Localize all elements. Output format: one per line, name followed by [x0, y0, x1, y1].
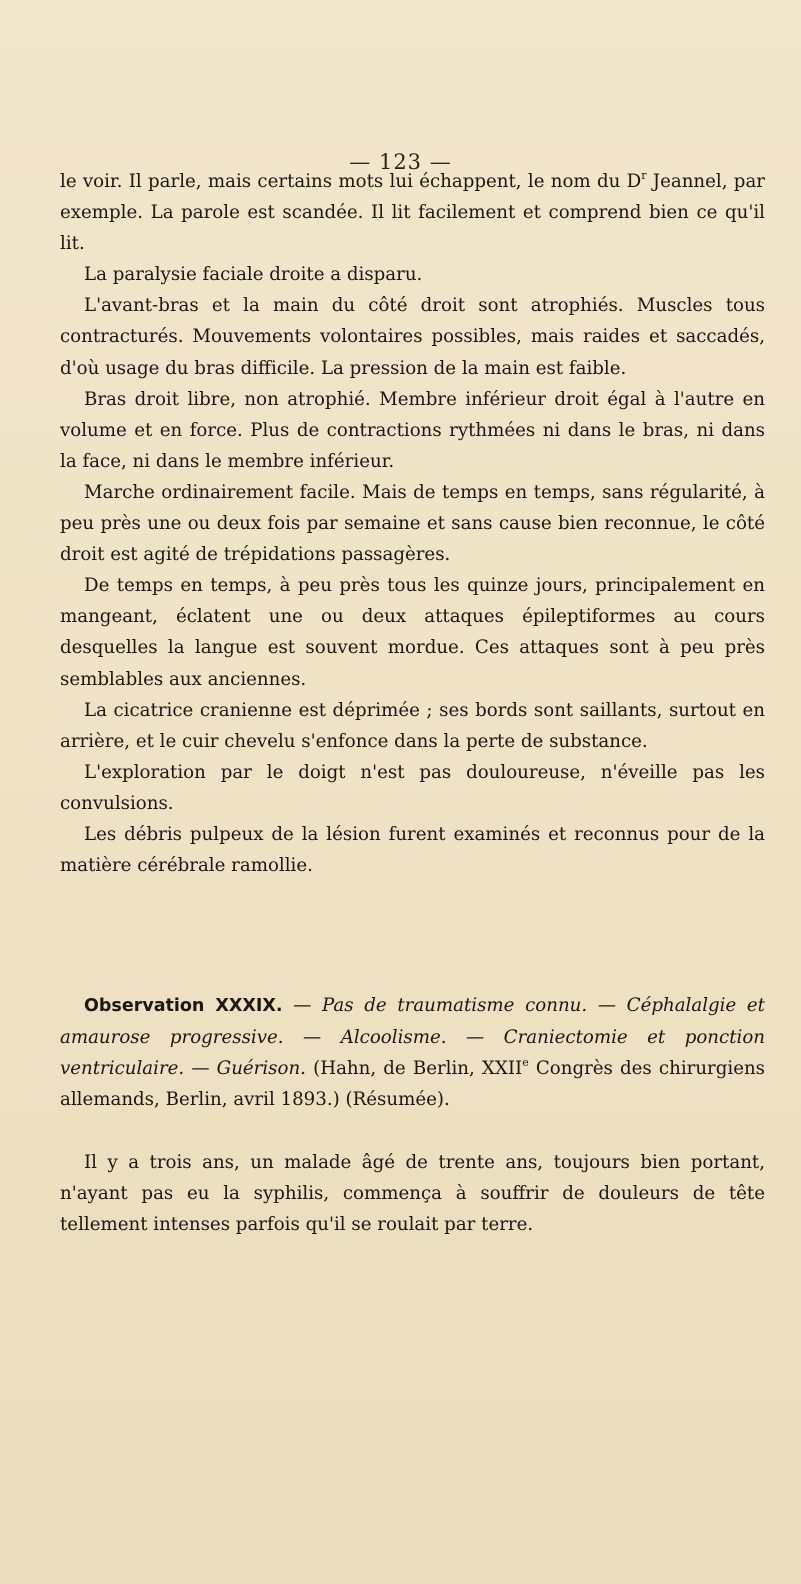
paragraph: De temps en temps, à peu près tous les quinze jours, principalement en mangeant, éclatent une ou deux attaques épileptiformes au cours desquelles la langue est souvent mordue. Ces attaques sont à peu près semblables aux anciennes. — [60, 575, 765, 690]
paragraph: Les débris pulpeux de la lésion furent examinés et reconnus pour de la matière cérébrale ramollie. — [60, 823, 765, 877]
observation-source: Congrès des chirurgiens allemands, Berlin, avril 1893.) (Résumée). — [60, 1058, 766, 1111]
heading-dash: — — [282, 995, 322, 1016]
page-number: — 123 — — [349, 150, 452, 174]
observation-source: (Hahn, de Berlin, XXII — [305, 1058, 523, 1080]
paragraph: L'exploration par le doigt n'est pas douloureuse, n'éveille pas les convulsions. — [60, 761, 765, 814]
paragraph: Il y a trois ans, un malade âgé de trente ans, toujours bien portant, n'ayant pas eu la syphilis, commença à souffrir de douleurs de tête tellement intenses parfois qu'il se roulait par terre. — [60, 1152, 765, 1236]
paragraph: La paralysie faciale droite a disparu. — [84, 264, 423, 286]
observation-heading — [60, 990, 765, 1115]
paragraph: Marche ordinairement facile. Mais de temps en temps, sans régularité, à peu près une ou deux fois par semaine et sans cause bien reconnue, le côté droit est agité de trépidations passagères. — [60, 481, 765, 566]
case-text — [60, 166, 765, 881]
paragraph: La cicatrice cranienne est déprimée ; ses bords sont saillants, surtout en arrière, et le cuir chevelu s'enfonce dans la perte de substance. — [60, 699, 765, 752]
superscript: e — [522, 1056, 529, 1070]
paragraph-text: le voir. Il parle, mais certains mots lui échappent, le nom du D — [60, 171, 642, 192]
paragraph: Bras droit libre, non atrophié. Membre inférieur droit égal à l'autre en volume et en force. Plus de contractions rythmées ni dans le bras, ni dans la face, ni dans le membre inférieur. — [60, 388, 765, 472]
observation-title: Pas de traumatisme connu. — Céphalalgie et amaurose progressive. — Alcoolisme. — Craniectomie et ponction ventriculaire. — Guérison. — [60, 995, 765, 1080]
paragraph: L'avant-bras et la main du côté droit sont atrophiés. Muscles tous contracturés. Mouvements volontaires possibles, mais raides et saccadés, d'où usage du bras difficile. La pression de la main est faible. — [60, 295, 765, 379]
superscript: r — [641, 168, 647, 182]
observation-text — [60, 1147, 765, 1240]
paragraph — [60, 166, 765, 259]
observation-label: Observation XXXIX. — [84, 996, 283, 1016]
observation-heading-text — [60, 990, 765, 1115]
paragraph-text: Jeannel, par exemple. La parole est scandée. Il lit facilement et comprend bien ce qu'il lit. — [60, 171, 765, 255]
